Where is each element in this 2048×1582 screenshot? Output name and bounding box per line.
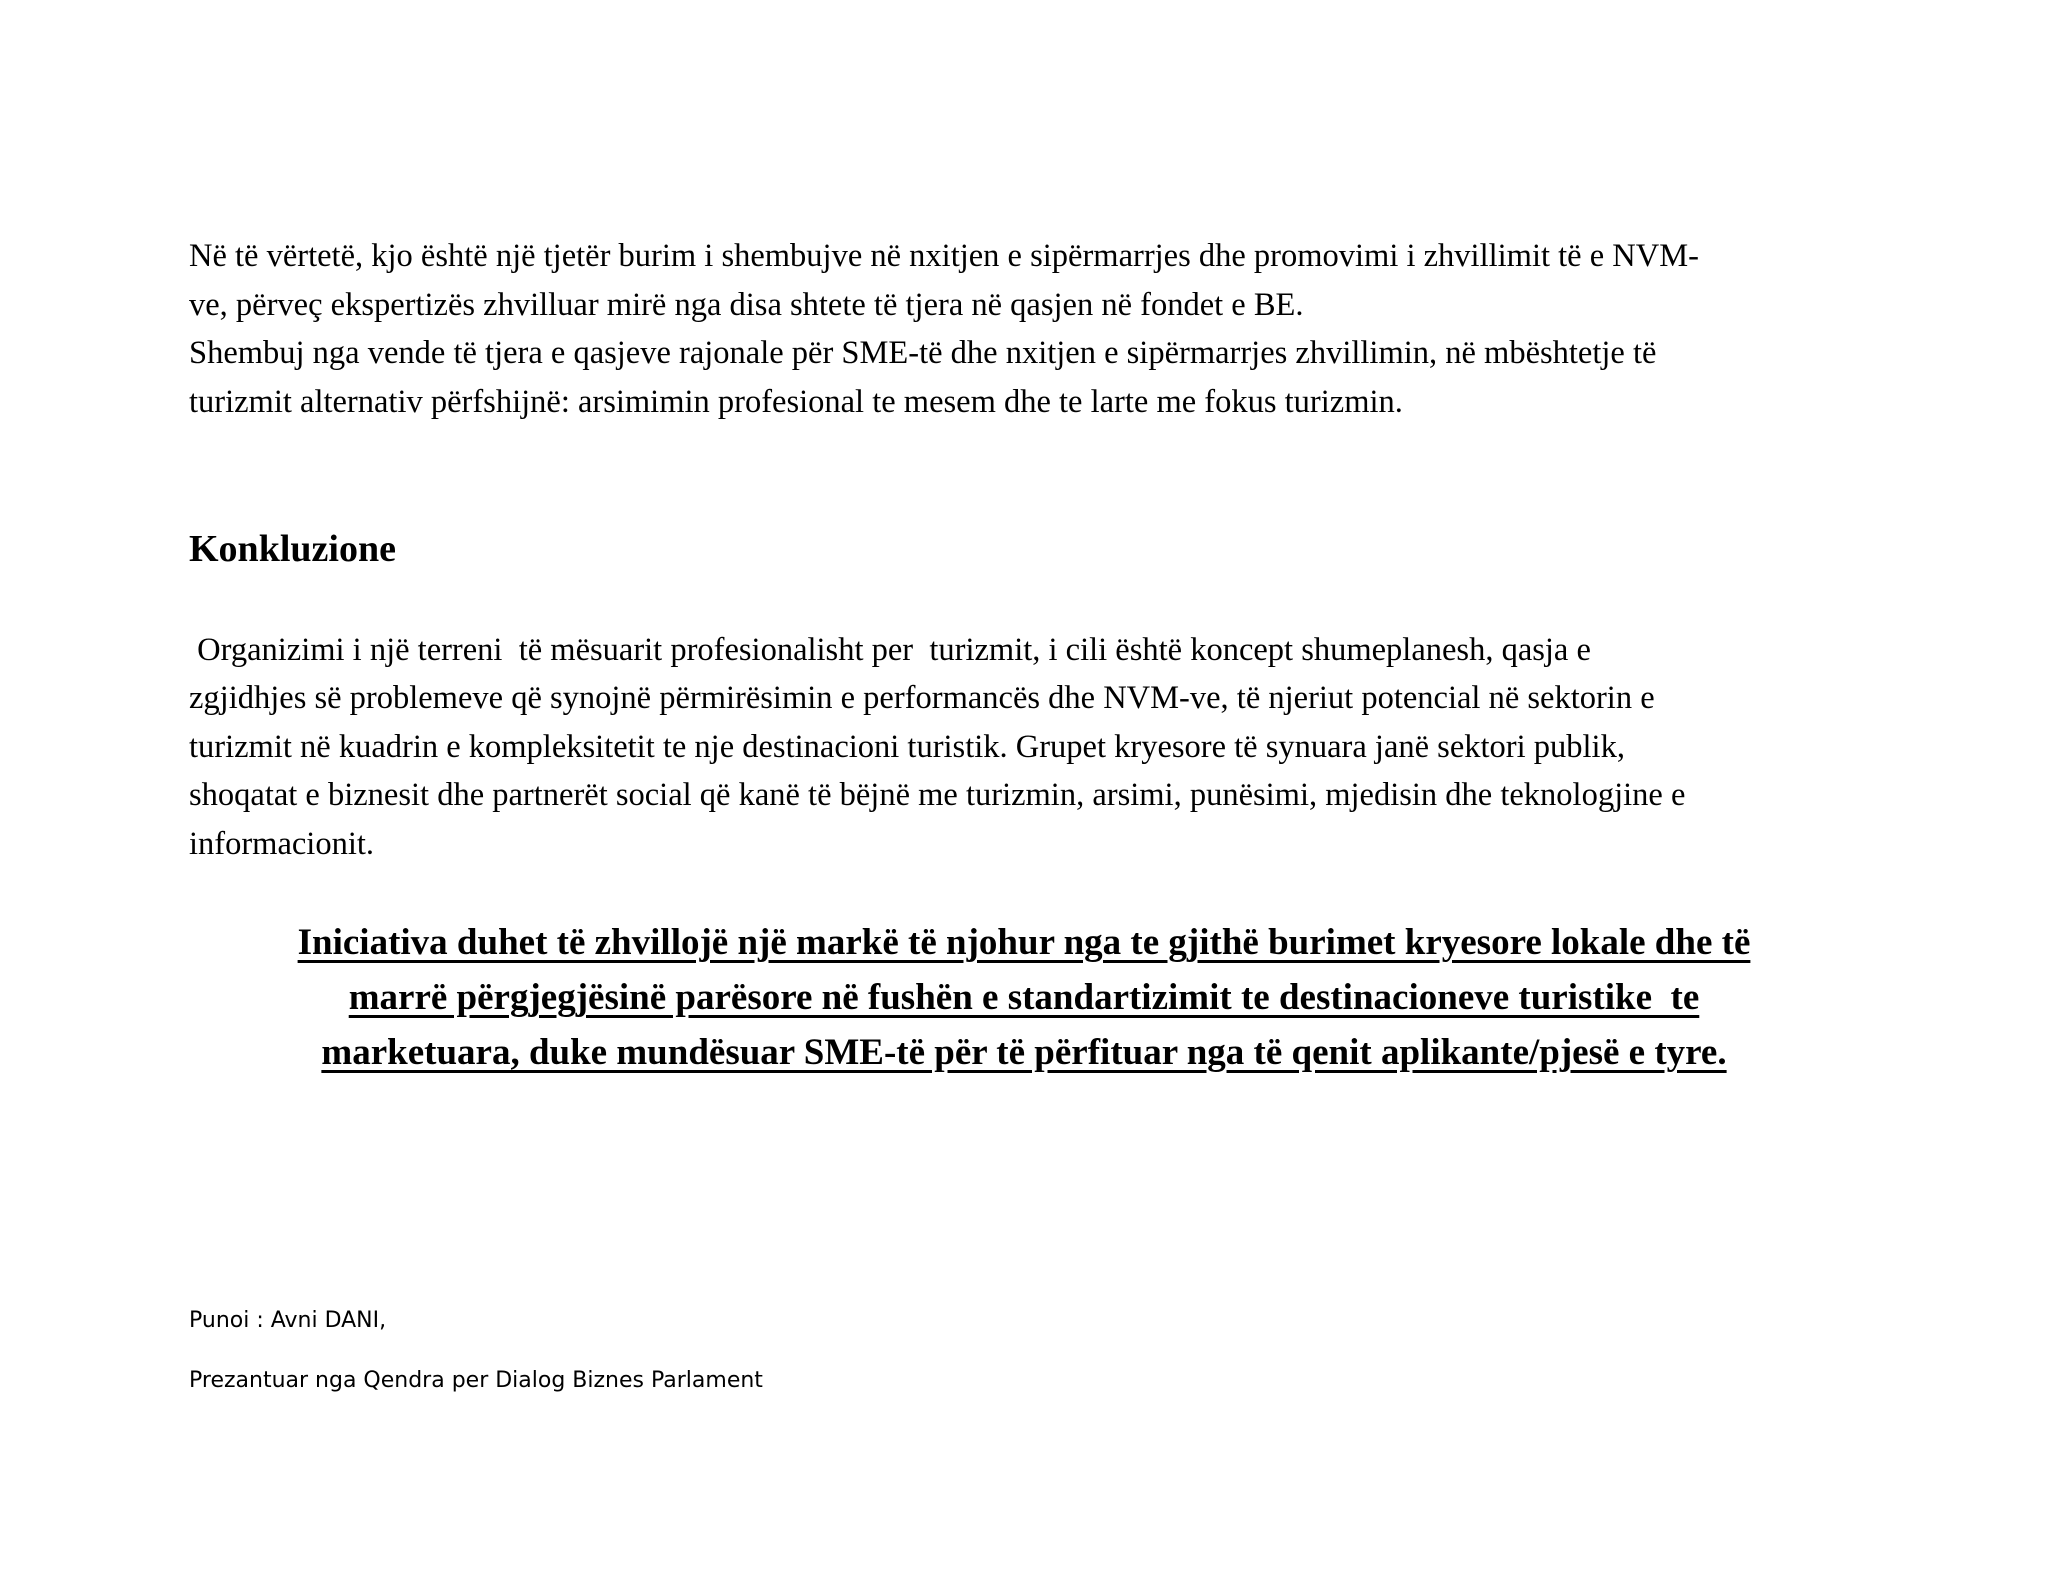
conclusion-line-5: informacionit.	[189, 826, 375, 862]
conclusion-line-2: zgjidhjes së problemeve që synojnë përmirësimin e performancës dhe NVM-ve, të njeriut potencial në sektorin e	[189, 680, 1655, 716]
intro-line-3: Shembuj nga vende të tjera e qasjeve rajonale për SME-të dhe nxitjen e sipërmarrjes zhvillimin, në mbështetje të	[189, 335, 1657, 371]
intro-line-2: ve, përveç ekspertizës zhvilluar mirë nga disa shtete të tjera në qasjen në fondet e BE.	[189, 287, 1304, 323]
conclusion-line-1: Organizimi i një terreni të mësuarit profesionalisht per turizmit, i cili është koncept shumeplanesh, qasja e	[189, 632, 1591, 668]
emphasis-line-2	[0, 979, 2048, 1016]
emphasis-text-2: marrë përgjegjësinë parësore në fushën e standartizimit te destinacioneve turistike te	[348, 977, 1700, 1018]
footer-author: Punoi : Avni DANI,	[189, 1308, 387, 1333]
emphasis-text-3: marketuara, duke mundësuar SME-të për të përfituar nga të qenit aplikante/pjesë e tyre.	[321, 1032, 1727, 1073]
emphasis-line-3	[0, 1034, 2048, 1071]
emphasis-line-1	[0, 924, 2048, 961]
intro-line-1: Në të vërtetë, kjo është një tjetër burim i shembujve në nxitjen e sipërmarrjes dhe promovimi i zhvillimit të e NVM-	[189, 238, 1699, 274]
emphasis-text-1: Iniciativa duhet të zhvillojë një markë të njohur nga te gjithë burimet kryesore lokale dhe të	[297, 922, 1751, 963]
intro-line-4: turizmit alternativ përfshijnë: arsimimin profesional te mesem dhe te larte me fokus turizmin.	[189, 384, 1403, 420]
conclusion-line-3: turizmit në kuadrin e kompleksitetit te nje destinacioni turistik. Grupet kryesore të synuara janë sektori publik,	[189, 729, 1625, 765]
footer-presented-by: Prezantuar nga Qendra per Dialog Biznes Parlament	[189, 1368, 763, 1393]
conclusion-line-4: shoqatat e biznesit dhe partnerët social që kanë të bëjnë me turizmin, arsimi, punësimi, mjedisin dhe teknologjine e	[189, 777, 1686, 813]
conclusion-heading: Konkluzione	[189, 528, 396, 570]
